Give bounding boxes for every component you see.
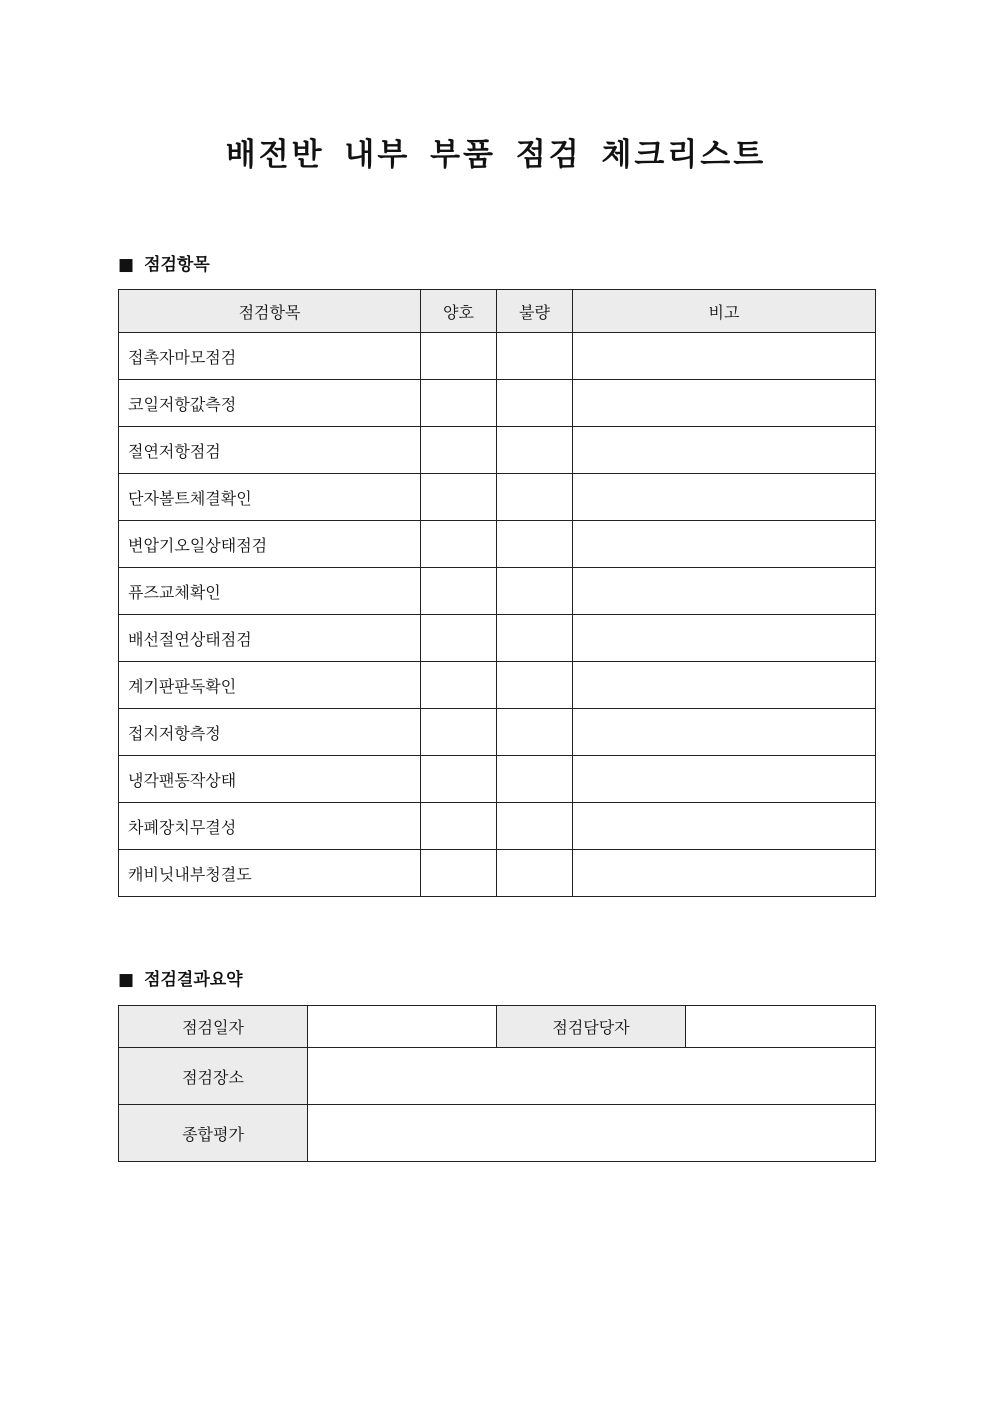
summary-row-date — [119, 1006, 876, 1048]
checklist-item-name: 퓨즈교체확인 — [119, 568, 421, 615]
note-cell[interactable] — [573, 709, 876, 756]
checklist-item-name: 배선절연상태점검 — [119, 615, 421, 662]
good-check-cell[interactable] — [421, 662, 497, 709]
column-header-note: 비고 — [573, 290, 876, 333]
bad-check-cell[interactable] — [497, 850, 573, 897]
good-check-cell[interactable] — [421, 756, 497, 803]
bad-check-cell[interactable] — [497, 474, 573, 521]
table-row — [119, 427, 876, 474]
summary-table — [118, 1005, 876, 1162]
evaluation-label: 종합평가 — [119, 1105, 308, 1162]
bad-check-cell[interactable] — [497, 427, 573, 474]
square-bullet-icon: ■ — [118, 255, 135, 275]
checklist-section-title: 점검항목 — [144, 255, 210, 275]
table-row — [119, 803, 876, 850]
note-cell[interactable] — [573, 427, 876, 474]
column-header-item: 점검항목 — [119, 290, 421, 333]
note-cell[interactable] — [573, 756, 876, 803]
bad-check-cell[interactable] — [497, 615, 573, 662]
column-header-good: 양호 — [421, 290, 497, 333]
checklist-item-name: 변압기오일상태점검 — [119, 521, 421, 568]
bad-check-cell[interactable] — [497, 803, 573, 850]
note-cell[interactable] — [573, 380, 876, 427]
bad-check-cell[interactable] — [497, 333, 573, 380]
document-title: 배전반 내부 부품 점검 체크리스트 — [225, 137, 767, 173]
checklist-item-name: 접지저항측정 — [119, 709, 421, 756]
good-check-cell[interactable] — [421, 709, 497, 756]
note-cell[interactable] — [573, 474, 876, 521]
summary-section-title: 점검결과요약 — [144, 970, 243, 990]
checklist-item-name: 코일저항값측정 — [119, 380, 421, 427]
checklist-section-heading — [118, 252, 210, 278]
checklist-item-name: 캐비닛내부청결도 — [119, 850, 421, 897]
table-row — [119, 662, 876, 709]
bad-check-cell[interactable] — [497, 568, 573, 615]
table-row — [119, 709, 876, 756]
good-check-cell[interactable] — [421, 474, 497, 521]
place-value-cell[interactable] — [308, 1048, 876, 1105]
checklist-item-name: 차폐장치무결성 — [119, 803, 421, 850]
bad-check-cell[interactable] — [497, 380, 573, 427]
summary-row-place — [119, 1048, 876, 1105]
date-label: 점검일자 — [119, 1006, 308, 1048]
table-row — [119, 521, 876, 568]
note-cell[interactable] — [573, 615, 876, 662]
evaluation-value-cell[interactable] — [308, 1105, 876, 1162]
bad-check-cell[interactable] — [497, 756, 573, 803]
table-row — [119, 474, 876, 521]
table-row — [119, 756, 876, 803]
note-cell[interactable] — [573, 333, 876, 380]
note-cell[interactable] — [573, 521, 876, 568]
table-row — [119, 615, 876, 662]
table-row — [119, 568, 876, 615]
note-cell[interactable] — [573, 568, 876, 615]
checklist-item-name: 접촉자마모점검 — [119, 333, 421, 380]
table-row — [119, 850, 876, 897]
bad-check-cell[interactable] — [497, 709, 573, 756]
note-cell[interactable] — [573, 662, 876, 709]
good-check-cell[interactable] — [421, 803, 497, 850]
square-bullet-icon: ■ — [118, 970, 135, 990]
inspector-label: 점검담당자 — [497, 1006, 686, 1048]
table-row — [119, 333, 876, 380]
date-value-cell[interactable] — [308, 1006, 497, 1048]
checklist-header-row — [119, 290, 876, 333]
table-row — [119, 380, 876, 427]
inspector-value-cell[interactable] — [686, 1006, 876, 1048]
checklist-item-name: 계기판판독확인 — [119, 662, 421, 709]
good-check-cell[interactable] — [421, 333, 497, 380]
summary-row-evaluation — [119, 1105, 876, 1162]
note-cell[interactable] — [573, 803, 876, 850]
note-cell[interactable] — [573, 850, 876, 897]
checklist-body — [119, 333, 876, 897]
summary-section-heading — [118, 967, 243, 993]
good-check-cell[interactable] — [421, 850, 497, 897]
checklist-item-name: 단자볼트체결확인 — [119, 474, 421, 521]
bad-check-cell[interactable] — [497, 521, 573, 568]
good-check-cell[interactable] — [421, 615, 497, 662]
column-header-bad: 불량 — [497, 290, 573, 333]
checklist-item-name: 냉각팬동작상태 — [119, 756, 421, 803]
checklist-item-name: 절연저항점검 — [119, 427, 421, 474]
good-check-cell[interactable] — [421, 521, 497, 568]
good-check-cell[interactable] — [421, 568, 497, 615]
good-check-cell[interactable] — [421, 427, 497, 474]
good-check-cell[interactable] — [421, 380, 497, 427]
place-label: 점검장소 — [119, 1048, 308, 1105]
bad-check-cell[interactable] — [497, 662, 573, 709]
checklist-table — [118, 289, 876, 897]
